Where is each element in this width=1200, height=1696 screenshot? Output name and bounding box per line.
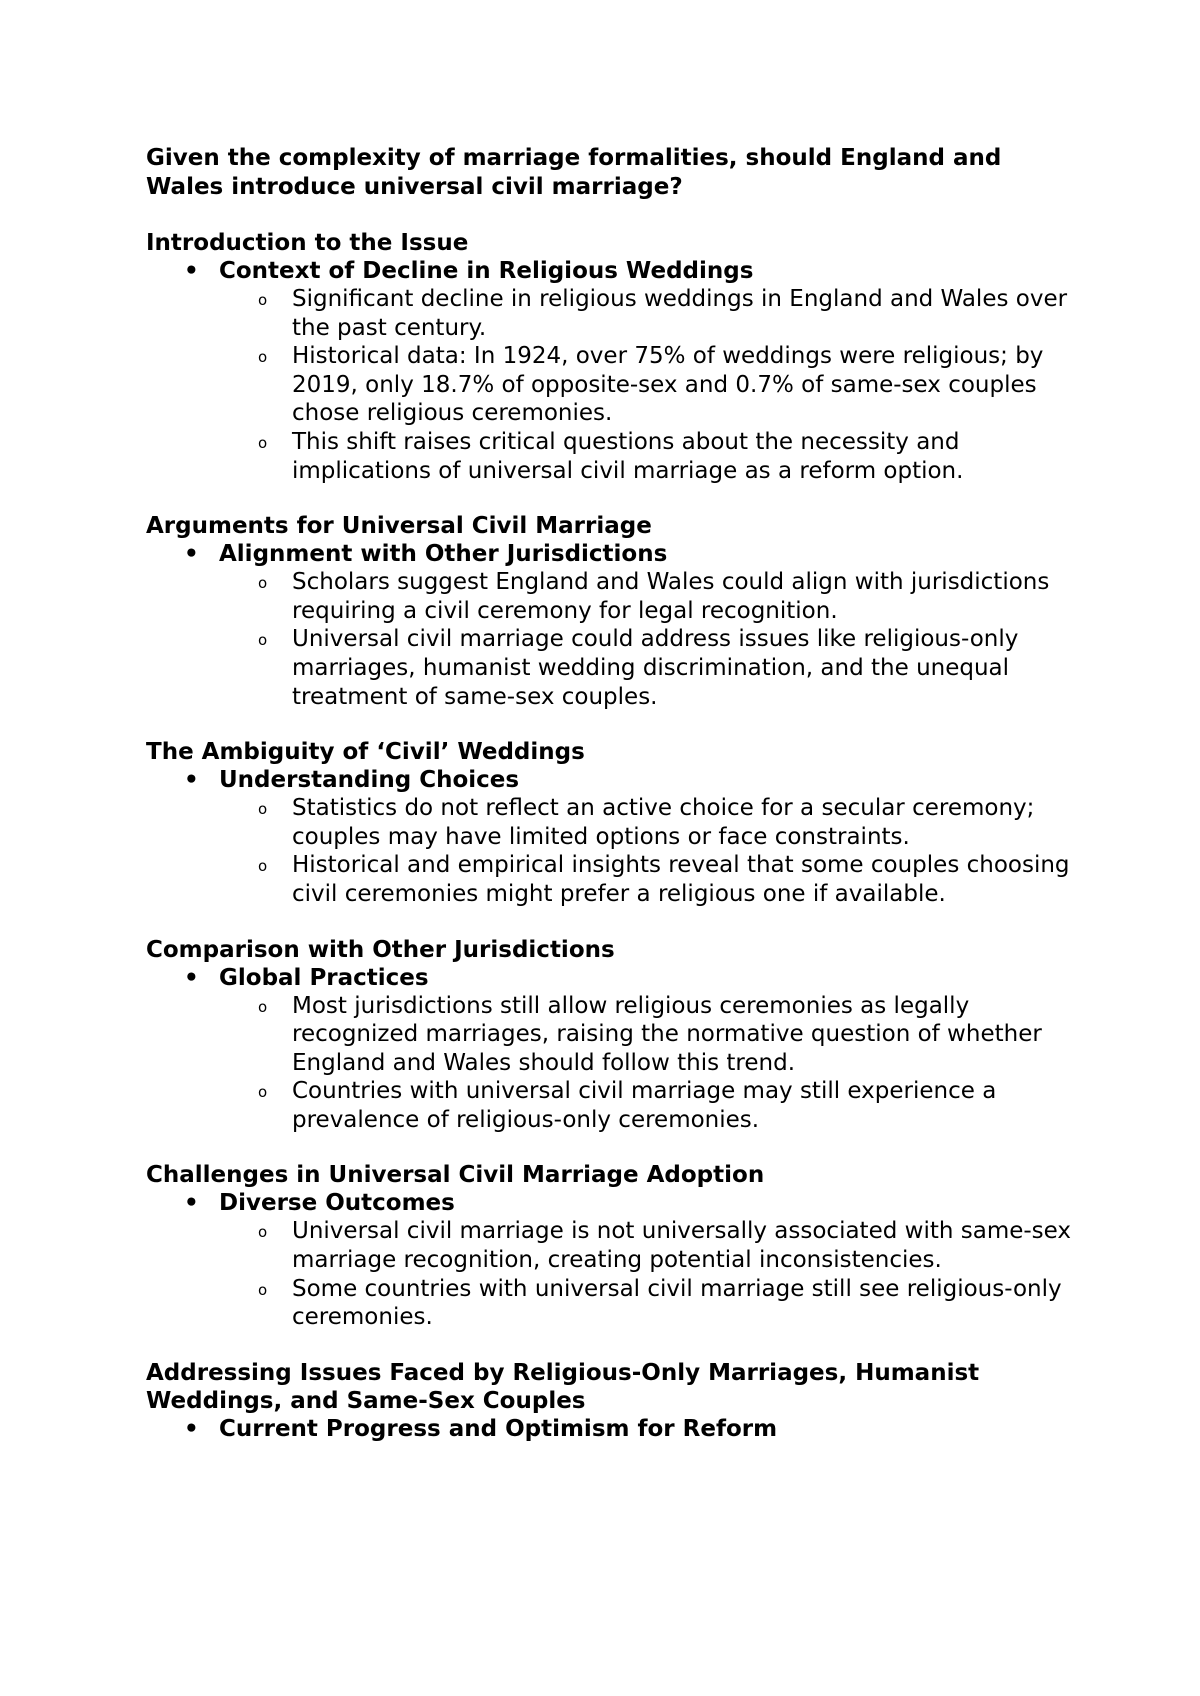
topic-label: Current Progress and Optimism for Reform xyxy=(219,1415,778,1442)
sub-point-text: Statistics do not reflect an active choice for a secular ceremony; couples may have limited options or face constraints. xyxy=(292,795,1035,850)
sub-point-item xyxy=(146,342,1076,428)
sub-bullet-glyph: o xyxy=(258,1280,268,1299)
sub-bullet-glyph: o xyxy=(258,348,268,367)
section xyxy=(146,229,1076,485)
sub-point-text: Universal civil marriage could address issues like religious-only marriages, humanist wedding discrimination, and the unequal treatment of same-sex couples. xyxy=(292,626,1019,710)
section xyxy=(146,512,1076,711)
section xyxy=(146,1359,1076,1443)
topic-label: Context of Decline in Religious Weddings xyxy=(219,258,754,284)
sub-point-text: Most jurisdictions still allow religious ceremonies as legally recognized marriages, raising the normative question of whether England and Wales should follow this trend. xyxy=(292,992,1042,1076)
sub-bullet-glyph: o xyxy=(258,857,268,876)
bullet-glyph: • xyxy=(184,964,199,991)
sub-bullet-glyph: o xyxy=(258,1223,268,1242)
section xyxy=(146,1161,1076,1331)
sub-point-item xyxy=(146,1275,1076,1332)
bullet-glyph: • xyxy=(184,767,199,794)
sub-point-item xyxy=(146,568,1076,625)
document-title: Given the complexity of marriage formalities, should England and Wales introduce universal civil marriage? xyxy=(146,145,1002,200)
sub-bullet-glyph: o xyxy=(258,291,268,309)
sections-container xyxy=(146,229,1076,1443)
sub-point-text: Scholars suggest England and Wales could align with jurisdictions requiring a civil ceremony for legal recognition. xyxy=(292,569,1050,624)
document-body xyxy=(146,144,1076,1443)
bullet-glyph: • xyxy=(184,541,199,568)
sub-point-item xyxy=(146,992,1076,1078)
section-heading: Comparison with Other Jurisdictions xyxy=(146,936,615,963)
section xyxy=(146,738,1076,908)
section-heading: Challenges in Universal Civil Marriage Adoption xyxy=(146,1162,765,1189)
bullet-glyph: • xyxy=(184,1190,199,1217)
topic-bullet-item xyxy=(146,766,1076,794)
section-heading: The Ambiguity of ‘Civil’ Weddings xyxy=(146,739,585,766)
sub-bullet-glyph: o xyxy=(258,574,268,593)
sub-point-item xyxy=(146,1217,1076,1274)
topic-label: Understanding Choices xyxy=(219,767,520,794)
topic-bullet-item xyxy=(146,1415,1076,1443)
sub-point-text: Historical and empirical insights reveal that some couples choosing civil ceremonies might prefer a religious one if available. xyxy=(292,852,1070,907)
sub-point-text: This shift raises critical questions about the necessity and implications of universal civil marriage as a reform option. xyxy=(292,428,964,484)
section-heading: Addressing Issues Faced by Religious-Only Marriages, Humanist Weddings, and Same-Sex Couples xyxy=(146,1359,980,1414)
topic-bullet-item xyxy=(146,257,1076,285)
sub-point-text: Countries with universal civil marriage may still experience a prevalence of religious-only ceremonies. xyxy=(292,1078,997,1133)
section-heading: Introduction to the Issue xyxy=(146,230,469,256)
sub-point-item xyxy=(146,794,1076,851)
topic-bullet-item xyxy=(146,1189,1076,1217)
topic-bullet-item xyxy=(146,540,1076,568)
sub-point-item xyxy=(146,625,1076,711)
topic-label: Alignment with Other Jurisdictions xyxy=(219,541,668,568)
sub-point-item xyxy=(146,285,1076,342)
sub-bullet-glyph: o xyxy=(258,997,268,1016)
topic-label: Diverse Outcomes xyxy=(219,1190,455,1217)
sub-point-item xyxy=(146,1077,1076,1134)
topic-bullet-item xyxy=(146,964,1076,992)
sub-point-text: Some countries with universal civil marriage still see religious-only ceremonies. xyxy=(292,1275,1062,1331)
sub-point-item xyxy=(146,851,1076,908)
topic-label: Global Practices xyxy=(219,964,429,991)
sub-bullet-glyph: o xyxy=(258,433,268,452)
sub-bullet-glyph: o xyxy=(258,631,268,650)
sub-point-text: Historical data: In 1924, over 75% of weddings were religious; by 2019, only 18.7% of opposite-sex and 0.7% of same-sex couples chose religious ceremonies. xyxy=(292,343,1044,427)
sub-bullet-glyph: o xyxy=(258,1083,268,1102)
sub-bullet-glyph: o xyxy=(258,800,268,819)
section-heading: Arguments for Universal Civil Marriage xyxy=(146,513,652,540)
sub-point-text: Universal civil marriage is not universally associated with same-sex marriage recognition, creating potential inconsistencies. xyxy=(292,1218,1072,1274)
sub-point-text: Significant decline in religious weddings in England and Wales over the past century. xyxy=(292,286,1068,341)
bullet-glyph: • xyxy=(184,1415,199,1442)
sub-point-item xyxy=(146,428,1076,485)
section xyxy=(146,936,1076,1135)
bullet-glyph: • xyxy=(184,258,199,284)
